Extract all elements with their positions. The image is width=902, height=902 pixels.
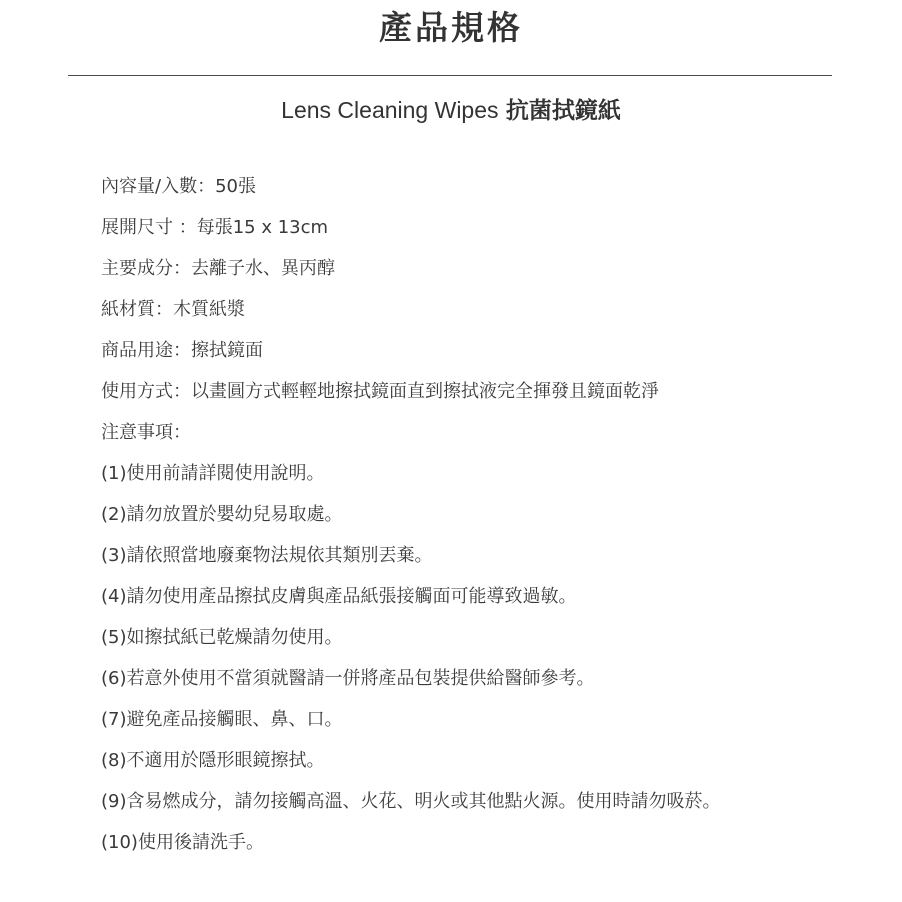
precaution-item: (3)請依照當地廢棄物法規依其類別丟棄。 xyxy=(101,545,433,566)
precaution-item: (1)使用前請詳閱使用說明。 xyxy=(101,463,325,484)
precaution-item: (9)含易燃成分，請勿接觸高溫、火花、明火或其他點火源。使用時請勿吸菸。 xyxy=(101,791,721,812)
page-title: 產品規格 xyxy=(379,8,523,47)
spec-list xyxy=(101,166,861,863)
precaution-item: (8)不適用於隱形眼鏡擦拭。 xyxy=(101,750,325,771)
spec-unfolded-size: 展開尺寸 ：每張15 x 13cm xyxy=(101,217,329,238)
precaution-item: (5)如擦拭紙已乾燥請勿使用。 xyxy=(101,627,343,648)
spec-product-use: 商品用途：擦拭鏡面 xyxy=(101,340,263,361)
spec-main-ingredients: 主要成分：去離子水、異丙醇 xyxy=(101,258,335,279)
precaution-item: (10)使用後請洗手。 xyxy=(101,832,264,853)
product-name-chinese: 抗菌拭鏡紙 xyxy=(505,98,621,124)
spec-paper-material: 紙材質：木質紙漿 xyxy=(101,299,245,320)
precaution-item: (6)若意外使用不當須就醫請一併將產品包裝提供給醫師參考。 xyxy=(101,668,595,689)
spec-precautions-heading: 注意事項： xyxy=(101,422,191,443)
precaution-item: (7)避免產品接觸眼、鼻、口。 xyxy=(101,709,343,730)
precaution-item: (4)請勿使用產品擦拭皮膚與產品紙張接觸面可能導致過敏。 xyxy=(101,586,577,607)
spec-usage-method: 使用方式：以畫圓方式輕輕地擦拭鏡面直到擦拭液完全揮發且鏡面乾淨 xyxy=(101,381,659,402)
spec-content-quantity: 內容量/入數：50張 xyxy=(101,176,256,197)
precaution-item: (2)請勿放置於嬰幼兒易取處。 xyxy=(101,504,343,525)
title-divider xyxy=(68,75,832,76)
product-name-english: Lens Cleaning Wipes xyxy=(281,97,499,123)
product-name xyxy=(0,93,902,128)
